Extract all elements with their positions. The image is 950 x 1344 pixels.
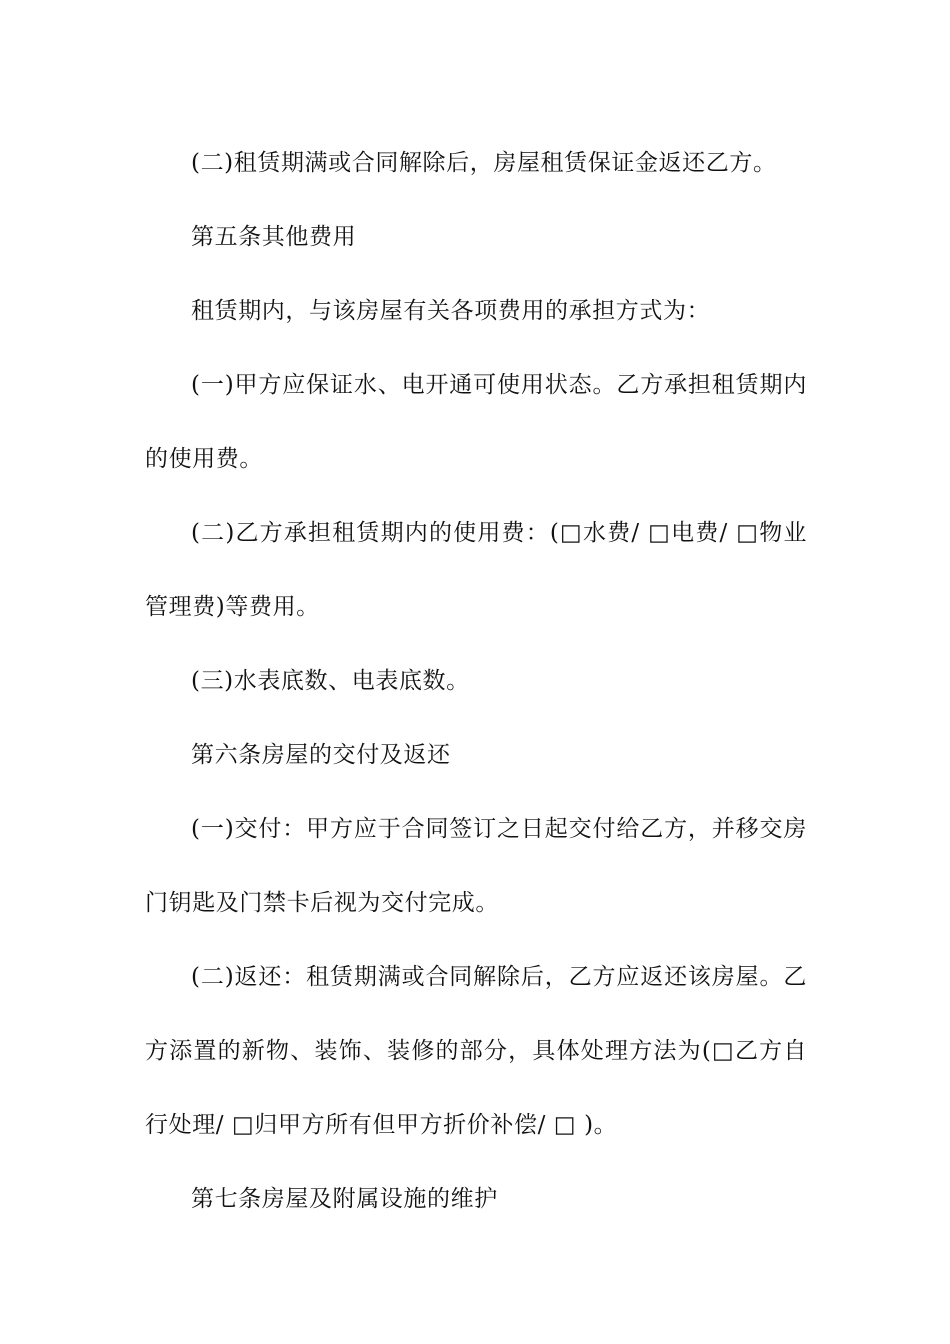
paragraph-fees-item-2: (二)乙方承担租赁期内的使用费：(□水费/ □电费/ □物业管理费)等费用。 [145,520,807,620]
heading-article-5: 第五条其他费用 [191,224,357,250]
paragraph-fees-item-3: (三)水表底数、电表底数。 [191,668,470,694]
paragraph-delivery: (一)交付：甲方应于合同签订之日起交付给乙方，并移交房门钥匙及门禁卡后视为交付完成。 [145,816,807,916]
heading-article-7: 第七条房屋及附属设施的维护 [191,1186,498,1212]
document-body [145,126,807,1236]
paragraph-return: (二)返还：租赁期满或合同解除后，乙方应返还该房屋。乙方添置的新物、装饰、装修的部分，具体处理方法为(□乙方自行处理/ □归甲方所有但甲方折价补偿/ □ )。 [145,964,807,1138]
heading-article-6: 第六条房屋的交付及返还 [191,742,451,768]
paragraph-fees-intro: 租赁期内，与该房屋有关各项费用的承担方式为： [191,298,711,324]
paragraph-fees-item-1: (一)甲方应保证水、电开通可使用状态。乙方承担租赁期内的使用费。 [145,372,807,472]
paragraph-deposit-return: (二)租赁期满或合同解除后，房屋租赁保证金返还乙方。 [191,150,777,176]
